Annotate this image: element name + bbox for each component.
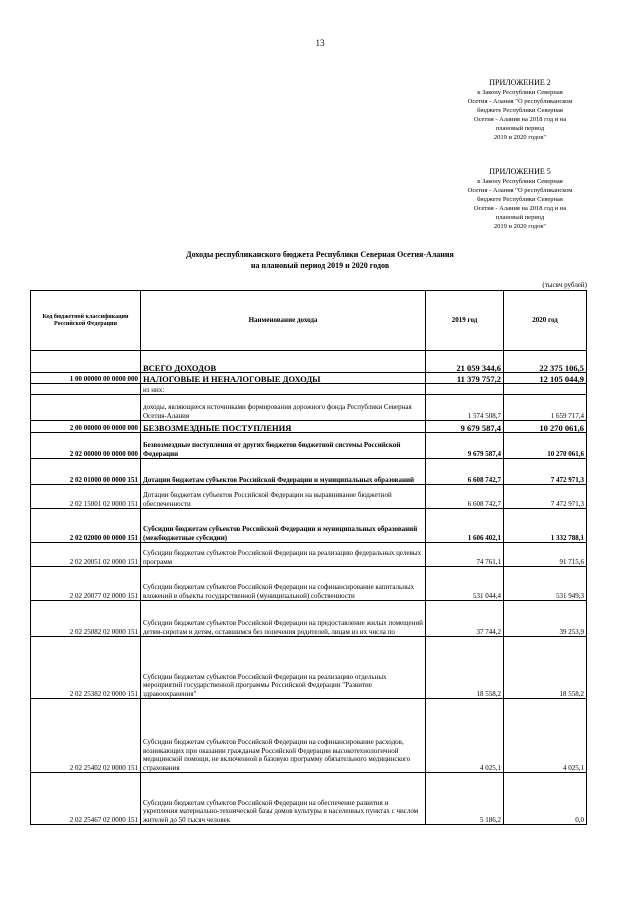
- header-name: Наименование дохода: [141, 291, 426, 351]
- annex-5-line: бюджете Республики Северная: [477, 196, 563, 203]
- table-row: [31, 459, 587, 485]
- row-name: Субсидии бюджетам субъектов Российской Федерации и муниципальных образований (межбюджетные субсидии): [141, 509, 426, 543]
- table-row: [31, 373, 587, 384]
- row-name: доходы, являющиеся источниками формирования дорожного фонда Республики Северная Осетия-Алания: [141, 395, 426, 421]
- table-body: [31, 351, 587, 825]
- row-value-2020: [504, 384, 587, 395]
- row-value-2019: 1 574 508,7: [426, 395, 504, 421]
- row-code: 2 02 25082 02 0000 151: [31, 601, 141, 637]
- row-name: Безвозмездные поступления от других бюджетов бюджетной системы Российской Федерации: [141, 433, 426, 459]
- table-row: [31, 351, 587, 373]
- row-value-2020: 39 253,9: [504, 601, 587, 637]
- row-value-2020: 91 715,6: [504, 543, 587, 567]
- row-name: Субсидии бюджетам субъектов Российской Федерации на реализацию отдельных мероприятий государственной программы Российской Федерации "Развитие здравоохранения": [141, 637, 426, 699]
- table-row: [31, 699, 587, 773]
- row-value-2020: 22 375 106,5: [504, 351, 587, 373]
- row-value-2020: 4 025,1: [504, 699, 587, 773]
- row-code: 2 02 01000 00 0000 151: [31, 459, 141, 485]
- annex-5-block: [440, 166, 600, 231]
- row-code: 2 00 00000 00 0000 000: [31, 421, 141, 433]
- row-value-2019: 11 379 757,2: [426, 373, 504, 384]
- table-row: [31, 421, 587, 433]
- row-value-2020: 18 558,2: [504, 637, 587, 699]
- row-code: [31, 384, 141, 395]
- row-value-2019: 4 025,1: [426, 699, 504, 773]
- row-code: 2 02 00000 00 0000 000: [31, 433, 141, 459]
- revenue-table: [30, 290, 587, 825]
- row-value-2020: 0,0: [504, 773, 587, 825]
- units-label: (тысяч рублей): [542, 281, 587, 289]
- row-value-2019: 9 679 587,4: [426, 433, 504, 459]
- row-value-2019: 18 558,2: [426, 637, 504, 699]
- row-code: 2 02 20051 02 0000 151: [31, 543, 141, 567]
- document-title-line-1: Доходы республиканского бюджета Республики Северная Осетия-Алания: [186, 250, 454, 259]
- annex-5-line: 2019 и 2020 годов": [493, 223, 547, 230]
- row-value-2019: 531 044,4: [426, 567, 504, 601]
- annex-5-title: ПРИЛОЖЕНИЕ 5: [489, 167, 551, 176]
- document-title: [60, 249, 580, 271]
- annex-2-block: [440, 77, 600, 142]
- row-name: Субсидии бюджетам субъектов Российской Федерации на обеспечение развития и укрепления материально-технической базы домов культуры в населенных пунктах с числом жителей до 50 тысяч человек: [141, 773, 426, 825]
- header-2019: 2019 год: [426, 291, 504, 351]
- header-code: Код бюджетной классификации Российской Федерации: [31, 291, 141, 351]
- row-value-2020: 7 472 971,3: [504, 459, 587, 485]
- row-name: Субсидии бюджетам субъектов Российской Федерации на предоставление жилых помещений детям-сиротам и детям, оставшимся без попечения родителей, лицам из их числа по: [141, 601, 426, 637]
- row-code: [31, 395, 141, 421]
- row-name: из них:: [141, 384, 426, 395]
- table-row: [31, 433, 587, 459]
- row-code: 1 00 00000 00 0000 000: [31, 373, 141, 384]
- row-value-2019: 74 761,1: [426, 543, 504, 567]
- row-value-2020: 12 105 044,9: [504, 373, 587, 384]
- row-value-2019: 37 744,2: [426, 601, 504, 637]
- row-code: 2 02 25402 02 0000 151: [31, 699, 141, 773]
- annex-2-line: бюджете Республики Северная: [477, 107, 563, 114]
- row-value-2019: 1 606 402,1: [426, 509, 504, 543]
- document-title-line-2: на плановый период 2019 и 2020 годов: [250, 261, 390, 270]
- annex-2-line: Осетия - Алания "О республиканском: [467, 98, 573, 105]
- annex-5-line: Осетия - Алания "О республиканском: [467, 187, 573, 194]
- row-name: Субсидии бюджетам субъектов Российской Федерации на софинансирование капитальных вложений в объекты государственной (муниципальной) собственности: [141, 567, 426, 601]
- row-value-2020: 1 659 717,4: [504, 395, 587, 421]
- table-row: [31, 543, 587, 567]
- row-name: Субсидии бюджетам субъектов Российской Федерации на софинансирование расходов, возникающих при оказании гражданам Российской Федерации высокотехнологичной медицинской помощи, не включенной в базовую программу обязательного медицинского страхования: [141, 699, 426, 773]
- row-name: БЕЗВОЗМЕЗДНЫЕ ПОСТУПЛЕНИЯ: [141, 421, 426, 433]
- row-value-2020: 531 949,3: [504, 567, 587, 601]
- row-value-2020: 10 270 061,6: [504, 433, 587, 459]
- page-number: 13: [315, 38, 325, 48]
- header-2020: 2020 год: [504, 291, 587, 351]
- table-row: [31, 567, 587, 601]
- row-value-2019: [426, 384, 504, 395]
- table-row: [31, 637, 587, 699]
- table-row: [31, 773, 587, 825]
- annex-5-line: плановый период: [495, 214, 545, 221]
- row-code: 2 02 25382 02 0000 151: [31, 637, 141, 699]
- annex-2-line: к Закону Республики Северная: [477, 89, 563, 96]
- table-row: [31, 601, 587, 637]
- annex-2-line: 2019 и 2020 годов": [493, 134, 547, 141]
- annex-2-line: плановый период: [495, 125, 545, 132]
- row-code: 2 02 02000 00 0000 151: [31, 509, 141, 543]
- row-name: Дотации бюджетам субъектов Российской Федерации на выравнивание бюджетной обеспеченности: [141, 485, 426, 509]
- annex-5-line: к Закону Республики Северная: [477, 178, 563, 185]
- row-value-2019: 5 186,2: [426, 773, 504, 825]
- row-code: 2 02 20077 02 0000 151: [31, 567, 141, 601]
- table-row: [31, 384, 587, 395]
- row-name: НАЛОГОВЫЕ И НЕНАЛОГОВЫЕ ДОХОДЫ: [141, 373, 426, 384]
- annex-5-line: Осетия - Алания на 2018 год и на: [473, 205, 567, 212]
- row-name: Субсидии бюджетам субъектов Российской Федерации на реализацию федеральных целевых программ: [141, 543, 426, 567]
- row-code: [31, 351, 141, 373]
- row-value-2020: 1 332 788,1: [504, 509, 587, 543]
- row-value-2019: 21 059 344,6: [426, 351, 504, 373]
- row-value-2020: 10 270 061,6: [504, 421, 587, 433]
- row-value-2019: 9 679 587,4: [426, 421, 504, 433]
- row-code: 2 02 25467 02 0000 151: [31, 773, 141, 825]
- annex-2-title: ПРИЛОЖЕНИЕ 2: [489, 78, 551, 87]
- row-name: ВСЕГО ДОХОДОВ: [141, 351, 426, 373]
- table-row: [31, 485, 587, 509]
- table-row: [31, 395, 587, 421]
- row-value-2020: 7 472 971,3: [504, 485, 587, 509]
- annex-2-line: Осетия - Алания на 2018 год и на: [473, 116, 567, 123]
- row-code: 2 02 15001 02 0000 151: [31, 485, 141, 509]
- table-row: [31, 509, 587, 543]
- row-name: Дотации бюджетам субъектов Российской Федерации и муниципальных образований: [141, 459, 426, 485]
- row-value-2019: 6 608 742,7: [426, 459, 504, 485]
- row-value-2019: 6 608 742,7: [426, 485, 504, 509]
